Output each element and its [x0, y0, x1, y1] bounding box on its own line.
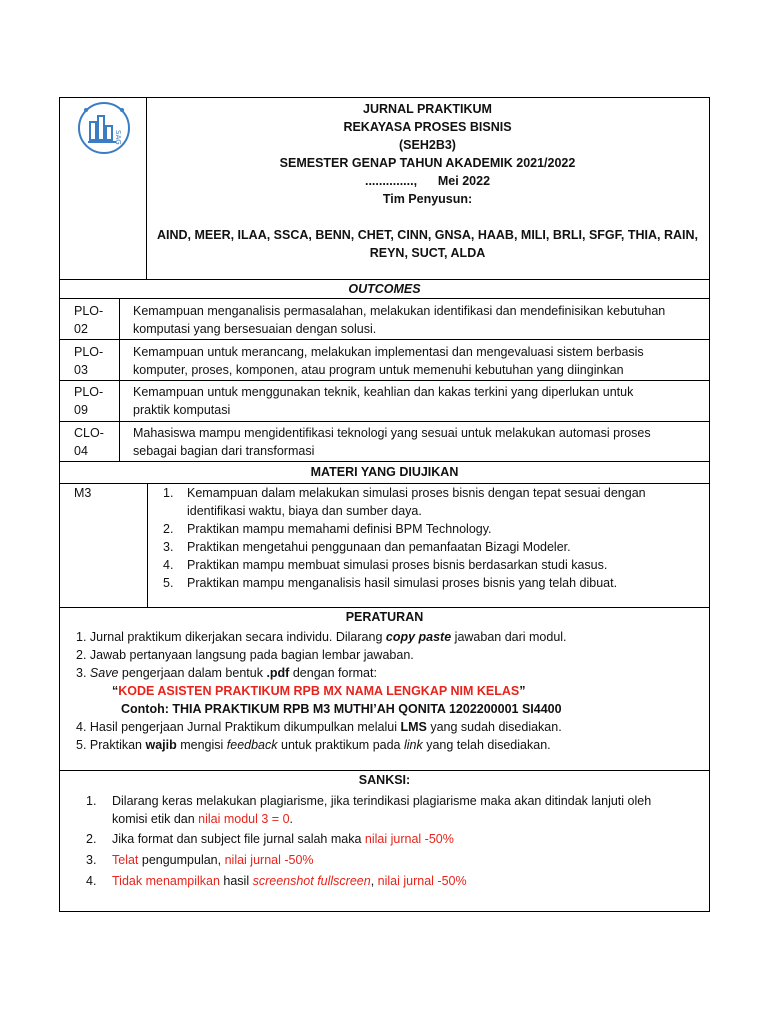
file-format: “KODE ASISTEN PRAKTIKUM RPB MX NAMA LENGKAP NIM KELAS”: [112, 684, 526, 698]
peraturan-title: PERATURAN: [345, 610, 424, 624]
date: .............., Mei 2022: [364, 174, 491, 188]
rule-item: 4. Hasil pengerjaan Jurnal Praktikum dikumpulkan melalui LMS yang sudah disediakan.: [76, 720, 562, 734]
outcome-code: PLO- 09: [74, 385, 104, 417]
file-format-example: Contoh: THIA PRAKTIKUM RPB M3 MUTHI’AH QONITA 1202200001 SI4400: [121, 702, 562, 716]
team-members-line1: AIND, MEER, ILAA, SSCA, BENN, CHET, CINN, GNSA, HAAB, MILI, BRLI, SFGF, THIA, RAIN,: [157, 228, 698, 242]
list-item: 4. Praktikan mampu membuat simulasi proses bisnis berdasarkan studi kasus.: [163, 558, 608, 572]
peraturan-list: [60, 628, 709, 754]
outcome-desc: Kemampuan untuk menggunakan teknik, keahlian dan kakas terkini yang diperlukan untuk praktik komputasi: [133, 385, 634, 417]
semester: SEMESTER GENAP TAHUN AKADEMIK 2021/2022: [279, 156, 576, 170]
doc-title: JURNAL PRAKTIKUM: [363, 102, 492, 116]
outcome-desc: Kemampuan untuk merancang, melakukan implementasi dan mengevaluasi sistem berbasis komputer, proses, komponen, atau program untuk memenuhi kebutuhan yang diinginkan: [133, 345, 644, 377]
outcome-desc: Kemampuan menganalisis permasalahan, melakukan identifikasi dan mendefinisikan kebutuhan komputasi yang bersesuaian dengan solusi.: [133, 304, 666, 336]
svg-text:SAG: SAG: [114, 130, 122, 145]
outcome-desc: Mahasiswa mampu mengidentifikasi teknologi yang sesuai untuk melakukan automasi proses sebagai bagian dari transformasi: [133, 426, 651, 458]
materi-title: MATERI YANG DIUJIKAN: [310, 465, 459, 479]
materi-code: M3: [74, 486, 92, 500]
sanksi-list: [60, 792, 709, 890]
list-item: 2. Jika format dan subject file jurnal salah maka nilai jurnal -50%: [86, 832, 454, 846]
list-item: 3. Telat pengumpulan, nilai jurnal -50%: [86, 853, 314, 867]
list-item: 3. Praktikan mengetahui penggunaan dan pemanfaatan Bizagi Modeler.: [163, 540, 571, 554]
rule-item: 2. Jawab pertanyaan langsung pada bagian lembar jawaban.: [76, 648, 414, 662]
team-members-line2: REYN, SUCT, ALDA: [369, 246, 486, 260]
course-code: (SEH2B3): [399, 138, 456, 152]
rule-item: 1. Jurnal praktikum dikerjakan secara individu. Dilarang copy paste jawaban dari modul.: [76, 630, 567, 644]
outcome-code: PLO- 03: [74, 345, 104, 377]
team-label: Tim Penyusun:: [382, 192, 473, 206]
course-name: REKAYASA PROSES BISNIS: [343, 120, 512, 134]
journal-document: [59, 97, 710, 912]
sanksi-title: SANKSI:: [358, 773, 411, 787]
outcome-code: PLO- 02: [74, 304, 104, 336]
list-item: 1. Dilarang keras melakukan plagiarisme, jika terindikasi plagiarisme maka akan ditindak lanjuti oleh komisi etik dan nilai modul 3 = 0.: [86, 794, 652, 826]
sag-logo-icon: [76, 100, 132, 156]
list-item: 5. Praktikan mampu menganalisis hasil simulasi proses bisnis yang telah dibuat.: [163, 576, 618, 590]
outcome-code: CLO- 04: [74, 426, 104, 458]
rule-item: 5. Praktikan wajib mengisi feedback untuk praktikum pada link yang telah disediakan.: [76, 738, 551, 752]
list-item: 2. Praktikan mampu memahami definisi BPM Technology.: [163, 522, 492, 536]
rule-item: 3. Save pengerjaan dalam bentuk .pdf dengan format:: [76, 666, 377, 680]
outcomes-title: OUTCOMES: [348, 282, 421, 296]
list-item: 4. Tidak menampilkan hasil screenshot fullscreen, nilai jurnal -50%: [86, 874, 467, 888]
materi-list: [147, 484, 709, 592]
list-item: 1. Kemampuan dalam melakukan simulasi proses bisnis dengan tepat sesuai dengan identifikasi waktu, biaya dan sumber daya.: [163, 486, 646, 518]
header-block: [146, 100, 709, 262]
